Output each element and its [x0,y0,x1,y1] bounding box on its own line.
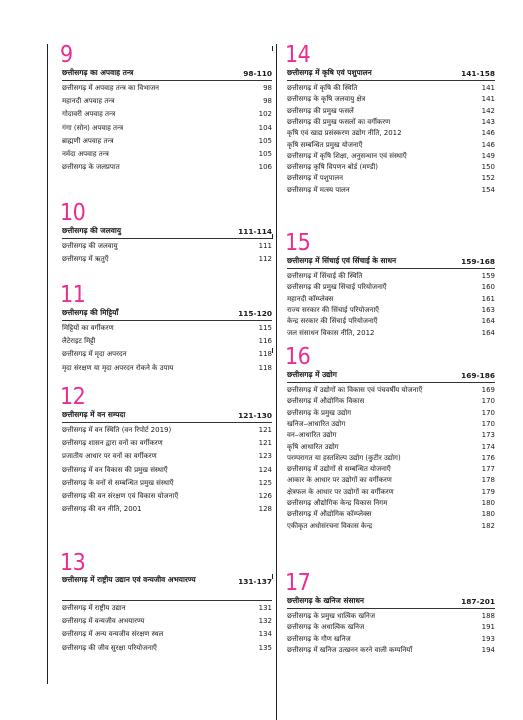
toc-entry-title: मिट्टियों का वर्गीकरण [62,324,114,332]
toc-entry[interactable] [62,149,272,159]
chapter-title: छत्तीसगढ़ में राष्ट्रीय उद्यान एवं वन्यजीव अभयारण्य [62,575,196,584]
toc-entry[interactable] [287,106,495,116]
toc-entry-title: छत्तीसगढ़ में मत्स्य पालन [287,185,350,194]
toc-entry-title: छत्तीसगढ़ शासन द्वारा वनों का वर्गीकरण [62,439,163,448]
toc-entry[interactable] [287,464,495,474]
toc-entry-title: छत्तीसगढ़ की वन संरक्षण एवं विकास योजनाएँ [62,492,179,500]
toc-entry[interactable] [62,241,272,251]
toc-entry-title: छत्तीसगढ़ में वन स्थिति (वन रिपोर्ट 2019) [62,426,172,434]
chapter-tick [272,348,273,353]
toc-entry-page: 135 [258,643,272,652]
toc-entry-title: छत्तीसगढ़ के वनों से सम्बन्धित प्रमुख संस्थाएँ [62,478,174,487]
toc-entry-page: 173 [481,431,495,440]
toc-entry-title: छत्तीसगढ़ में औद्योगिक कॉम्प्लेक्स [287,510,372,519]
toc-entry-title: छत्तीसगढ़ की जीव सुरक्षा परियोजनाएँ [62,643,157,652]
toc-entry-title: आकार के आधार पर उद्योगों का वर्गीकरण [287,476,392,485]
toc-entry-title: कृषि आधारित उद्योग [287,442,339,451]
toc-entry[interactable] [287,634,495,644]
chapter-page-range: 121-130 [238,411,272,420]
chapter-page-range: 111-114 [238,227,272,236]
chapter-heading-rule [62,320,272,321]
toc-entry-title: एकीकृत अधोसंरचना विकास केन्द्र [287,521,373,530]
toc-entry-page: 191 [481,623,495,632]
toc-entry[interactable] [287,475,495,485]
toc-entry-page: 164 [481,317,495,326]
toc-entry-page: 116 [258,337,272,346]
toc-entry-page: 178 [481,476,495,485]
toc-entry[interactable] [287,509,495,519]
toc-entry-page: 143 [481,117,495,126]
toc-entry-title: जल संसाधन विकास नीति, 2012 [287,328,375,337]
toc-entry-title: महानदी अपवाह तन्त्र [62,97,115,106]
toc-entry-title: प्रजातीय आधार पर वनों का वर्गीकरण [62,452,157,461]
toc-entry[interactable] [62,349,272,359]
column-divider [276,44,277,720]
toc-entry-page: 177 [481,465,495,474]
toc-entry-page: 180 [481,510,495,519]
toc-entry-page: 179 [481,487,495,496]
chapter-number: 14 [285,42,311,68]
toc-entry-title: छत्तीसगढ़ में अन्य वन्यजीव संरक्षण स्थल [62,630,164,639]
chapter-page-range: 115-120 [238,309,272,318]
toc-entry-title: छत्तीसगढ़ में मृदा अपरदन [62,350,127,359]
toc-entry-page: 142 [481,106,495,115]
toc-entry-page: 141 [481,95,495,104]
toc-entry-page: 118 [258,363,272,372]
chapter-title: छत्तीसगढ़ में उद्योग [287,370,337,379]
chapter-heading[interactable] [62,226,272,236]
chapter-title: छत्तीसगढ़ का अपवाह तन्त्र [62,68,134,77]
toc-entry-page: 174 [481,442,495,451]
toc-entry[interactable] [287,94,495,104]
toc-entry-page: 98 [263,97,272,106]
chapter-heading-rule [62,238,272,239]
toc-entry-title: कृषि एवं खाद्य प्रसंस्करण उद्योग नीति, 2012 [287,129,402,138]
toc-entry-title: छत्तीसगढ़ में वन विकास की प्रमुख संस्थाएँ [62,465,168,474]
toc-entry-page: 161 [481,294,495,303]
toc-entry-title: खनिज–आधारित उद्योग [287,419,346,428]
toc-entry-page: 125 [258,478,272,487]
chapter-title: छत्तीसगढ़ के खनिज संसाधन [287,596,365,605]
toc-entry-page: 163 [481,305,495,314]
toc-entry-page: 111 [258,242,272,250]
toc-entry[interactable] [287,128,495,138]
chapter-tick [272,574,273,579]
chapter-heading-rule [62,422,272,423]
toc-entry-title: छत्तीसगढ़ में औद्योगिक विकास [287,397,365,406]
toc-entry-page: 194 [481,645,495,654]
chapter-heading[interactable] [62,68,272,78]
toc-entry[interactable] [62,504,272,514]
toc-entry-page: 169 [481,386,495,394]
toc-entry-title: छत्तीसगढ़ में राष्ट्रीय उद्यान [62,604,126,612]
chapter-number: 12 [60,384,86,410]
toc-entry[interactable] [287,271,495,281]
toc-entry-title: छत्तीसगढ़ के जलप्रपात [62,163,120,172]
chapter-number: 10 [60,200,86,226]
toc-entry[interactable] [62,162,272,172]
chapter-heading[interactable] [287,68,495,78]
toc-entry-page: 105 [258,136,272,145]
chapter-number: 15 [285,230,311,256]
toc-entry-page: 112 [258,255,272,264]
toc-entry-page: 154 [481,185,495,194]
chapter-title: छत्तीसगढ़ की जलवायु [62,226,122,235]
toc-entry[interactable] [62,109,272,119]
toc-entry[interactable] [287,453,495,463]
toc-entry[interactable] [62,336,272,346]
toc-entry-title: छत्तीसगढ़ के प्रमुख उद्योग [287,408,352,417]
chapter-heading[interactable] [62,410,272,420]
toc-entry[interactable] [62,363,272,373]
toc-entry-page: 121 [258,426,272,434]
toc-entry-page: 146 [481,129,495,138]
chapter-number: 16 [285,344,311,370]
toc-entry-title: छत्तीसगढ़ की प्रमुख फसलों का वर्गीकरण [287,117,391,126]
toc-entry[interactable] [62,478,272,488]
toc-entry[interactable] [287,162,495,172]
chapter-tick [47,46,48,51]
toc-entry-page: 170 [481,397,495,406]
toc-entry[interactable] [287,117,495,127]
toc-entry-page: 149 [481,151,495,160]
toc-entry-title: कृषि सम्बन्धित प्रमुख योजनाएँ [287,140,363,149]
chapter-heading-rule [62,80,272,81]
chapter-tick [47,286,48,291]
toc-entry-title: ब्राह्मणी अपवाह तन्त्र [62,136,114,145]
toc-entry-page: 176 [481,453,495,462]
toc-entry[interactable] [62,465,272,475]
toc-entry-title: छत्तीसगढ़ के प्रमुख धात्विक खनिज [287,612,376,620]
toc-entry-page: 105 [258,150,272,158]
toc-entry[interactable] [287,645,495,655]
toc-entry[interactable] [287,151,495,161]
toc-entry-page: 102 [258,110,272,119]
toc-entry-page: 150 [481,163,495,172]
toc-entry-page: 118 [258,350,272,359]
toc-entry-page: 115 [258,324,272,332]
chapter-number: 9 [60,42,73,68]
toc-entry[interactable] [287,442,495,452]
toc-entry[interactable] [62,323,272,333]
chapter-title: छत्तीसगढ़ में कृषि एवं पशुपालन [287,68,372,77]
toc-entry-title: महानदी कॉम्प्लेक्स [287,294,334,303]
toc-entry-title: छत्तीसगढ़ में सिंचाई की स्थिति [287,272,363,280]
chapter-title: छत्तीसगढ़ में वन सम्पदा [62,410,126,419]
chapter-heading[interactable] [62,574,272,586]
toc-entry[interactable] [287,396,495,406]
toc-entry-title: गोदावरी अपवाह तन्त्र [62,110,116,119]
toc-entry[interactable] [287,305,495,315]
toc-entry-title: छत्तीसगढ़ की जलवायु [62,242,118,250]
toc-entry-title: नर्मदा अपवाह तन्त्र [62,150,109,158]
chapter-page-range: 187-201 [461,597,495,606]
toc-entry-title: छत्तीसगढ़ में उद्योगों से सम्बन्धित योजनाएँ [287,465,391,474]
toc-entry[interactable] [287,83,495,93]
chapter-tick [272,46,273,51]
toc-entry-title: लैटेराइट मिट्टी [62,337,96,346]
toc-entry-page: 152 [481,174,495,183]
toc-entry[interactable] [287,611,495,621]
toc-entry-title: छत्तीसगढ़ में कृषि की स्थिति [287,84,358,92]
toc-entry-title: छत्तीसगढ़ की प्रमुख सिंचाई परियोजनाएँ [287,283,387,292]
toc-entry[interactable] [287,521,495,531]
toc-entry-page: 134 [258,630,272,639]
toc-entry-title: छत्तीसगढ़ की प्रमुख फसलें [287,106,354,115]
toc-entry-title: छत्तीसगढ़ के कृषि जलवायु क्षेत्र [287,95,366,104]
toc-entry[interactable] [62,643,272,653]
chapter-heading[interactable] [287,370,495,380]
toc-entry-page: 170 [481,408,495,417]
chapter-heading[interactable] [62,308,272,318]
chapter-page-range: 131-137 [238,577,272,586]
toc-entry[interactable] [287,185,495,195]
toc-entry[interactable] [62,123,272,133]
toc-entry-page: 180 [481,499,495,507]
toc-entry[interactable] [287,498,495,508]
chapter-heading[interactable] [287,596,495,606]
toc-entry[interactable] [287,140,495,150]
chapter-page-range: 98-110 [243,69,272,78]
toc-entry[interactable] [62,616,272,626]
toc-entry-title: क्षेत्रफल के आधार पर उद्योगों का वर्गीकरण [287,487,394,496]
toc-entry[interactable] [287,282,495,292]
toc-entry-page: 121 [258,439,272,448]
toc-entry-page: 170 [481,419,495,428]
toc-entry-page: 126 [258,492,272,500]
toc-entry[interactable] [287,294,495,304]
chapter-page-range: 159-168 [461,257,495,266]
toc-entry-page: 124 [258,465,272,474]
toc-entry-page: 128 [258,505,272,514]
toc-entry[interactable] [287,622,495,632]
toc-entry[interactable] [287,328,495,338]
toc-entry-title: छत्तीसगढ़ में पशुपालन [287,174,343,183]
chapter-heading-rule [287,608,495,609]
toc-entry-title: छत्तीसगढ़ में खनिज उत्खनन करने वाली कम्पनियाँ [287,645,413,654]
chapter-number: 13 [60,550,86,576]
toc-entry-title: छत्तीसगढ़ के गौण खनिज [287,634,351,643]
chapter-tick [47,554,48,559]
toc-entry[interactable] [62,136,272,146]
column-divider [47,44,48,684]
toc-entry-title: मृदा संरक्षण या मृदा अपरदन रोकने के उपाय [62,363,174,372]
toc-entry-page: 146 [481,140,495,149]
toc-entry-page: 132 [258,617,272,626]
toc-entry[interactable] [62,425,272,435]
toc-entry-title: वन–आधारित उद्योग [287,431,337,440]
toc-entry-page: 182 [481,521,495,530]
chapter-number: 17 [285,570,311,596]
chapter-tick [47,388,48,393]
toc-entry[interactable] [62,83,272,93]
toc-entry-title: छत्तीसगढ़ में वन्यजीव अभयारण्य [62,617,145,626]
toc-entry[interactable] [287,430,495,440]
chapter-number: 11 [60,282,86,308]
toc-entry-page: 106 [258,163,272,172]
toc-entry[interactable] [287,487,495,497]
toc-entry-title: परम्परागत या हस्तशिल्प उद्योग (कुटीर उद्योग) [287,453,401,462]
chapter-heading[interactable] [287,256,495,266]
toc-entry-page: 141 [481,84,495,92]
chapter-heading-rule [287,268,495,269]
toc-entry-title: केन्द्र सरकार की सिंचाई परियोजनाएँ [287,317,378,326]
chapter-tick [47,204,48,209]
toc-entry-page: 164 [481,328,495,337]
toc-entry[interactable] [287,385,495,395]
toc-entry[interactable] [287,419,495,429]
toc-entry-title: गंगा (सोन) अपवाह तन्त्र [62,123,124,132]
toc-entry[interactable] [287,408,495,418]
chapter-heading-rule [287,80,495,81]
chapter-heading-rule [287,382,495,383]
toc-entry-title: छत्तीसगढ़ में कृषि शिक्षा, अनुसन्धान एवं संस्थाएँ [287,151,407,160]
toc-entry-page: 123 [258,452,272,461]
toc-entry[interactable] [62,629,272,639]
toc-entry-page: 188 [481,612,495,620]
toc-entry-title: छत्तीसगढ़ औद्योगिक केन्द्र विकास निगम [287,499,388,507]
toc-entry-page: 98 [263,84,272,92]
toc-entry-page: 104 [258,123,272,132]
toc-entry-title: राज्य सरकार की सिंचाई परियोजनाएँ [287,305,380,314]
toc-entry-page: 160 [481,283,495,292]
toc-entry[interactable] [62,491,272,501]
toc-entry-page: 159 [481,272,495,280]
toc-entry[interactable] [287,316,495,326]
toc-entry[interactable] [62,451,272,461]
toc-entry-title: छत्तीसगढ़ में उद्योगों का विकास एवं पंचवर्षीय योजनाएँ [287,386,423,394]
chapter-page-range: 141-158 [461,69,495,78]
toc-entry-title: छत्तीसगढ़ के अधात्विक खनिज [287,623,365,632]
toc-entry[interactable] [62,254,272,264]
toc-entry-page: 193 [481,634,495,643]
toc-entry-title: छत्तीसगढ़ कृषि विपणन बोर्ड (मण्डी) [287,163,379,172]
toc-entry[interactable] [62,603,272,613]
toc-entry-title: छत्तीसगढ़ की वन नीति, 2001 [62,505,142,514]
toc-entry-title: छत्तीसगढ़ में ऋतुएँ [62,255,109,264]
toc-entry[interactable] [62,96,272,106]
toc-entry-title: छत्तीसगढ़ में अपवाह तन्त्र का विभाजन [62,84,160,92]
chapter-heading-rule [62,600,272,601]
chapter-title: छत्तीसगढ़ में सिंचाई एवं सिंचाई के साधन [287,256,397,265]
toc-entry-page: 131 [258,604,272,612]
chapter-tick [272,234,273,239]
toc-entry[interactable] [62,438,272,448]
chapter-page-range: 169-186 [461,371,495,380]
chapter-title: छत्तीसगढ़ की मिट्टियाँ [62,308,119,317]
toc-entry[interactable] [287,173,495,183]
